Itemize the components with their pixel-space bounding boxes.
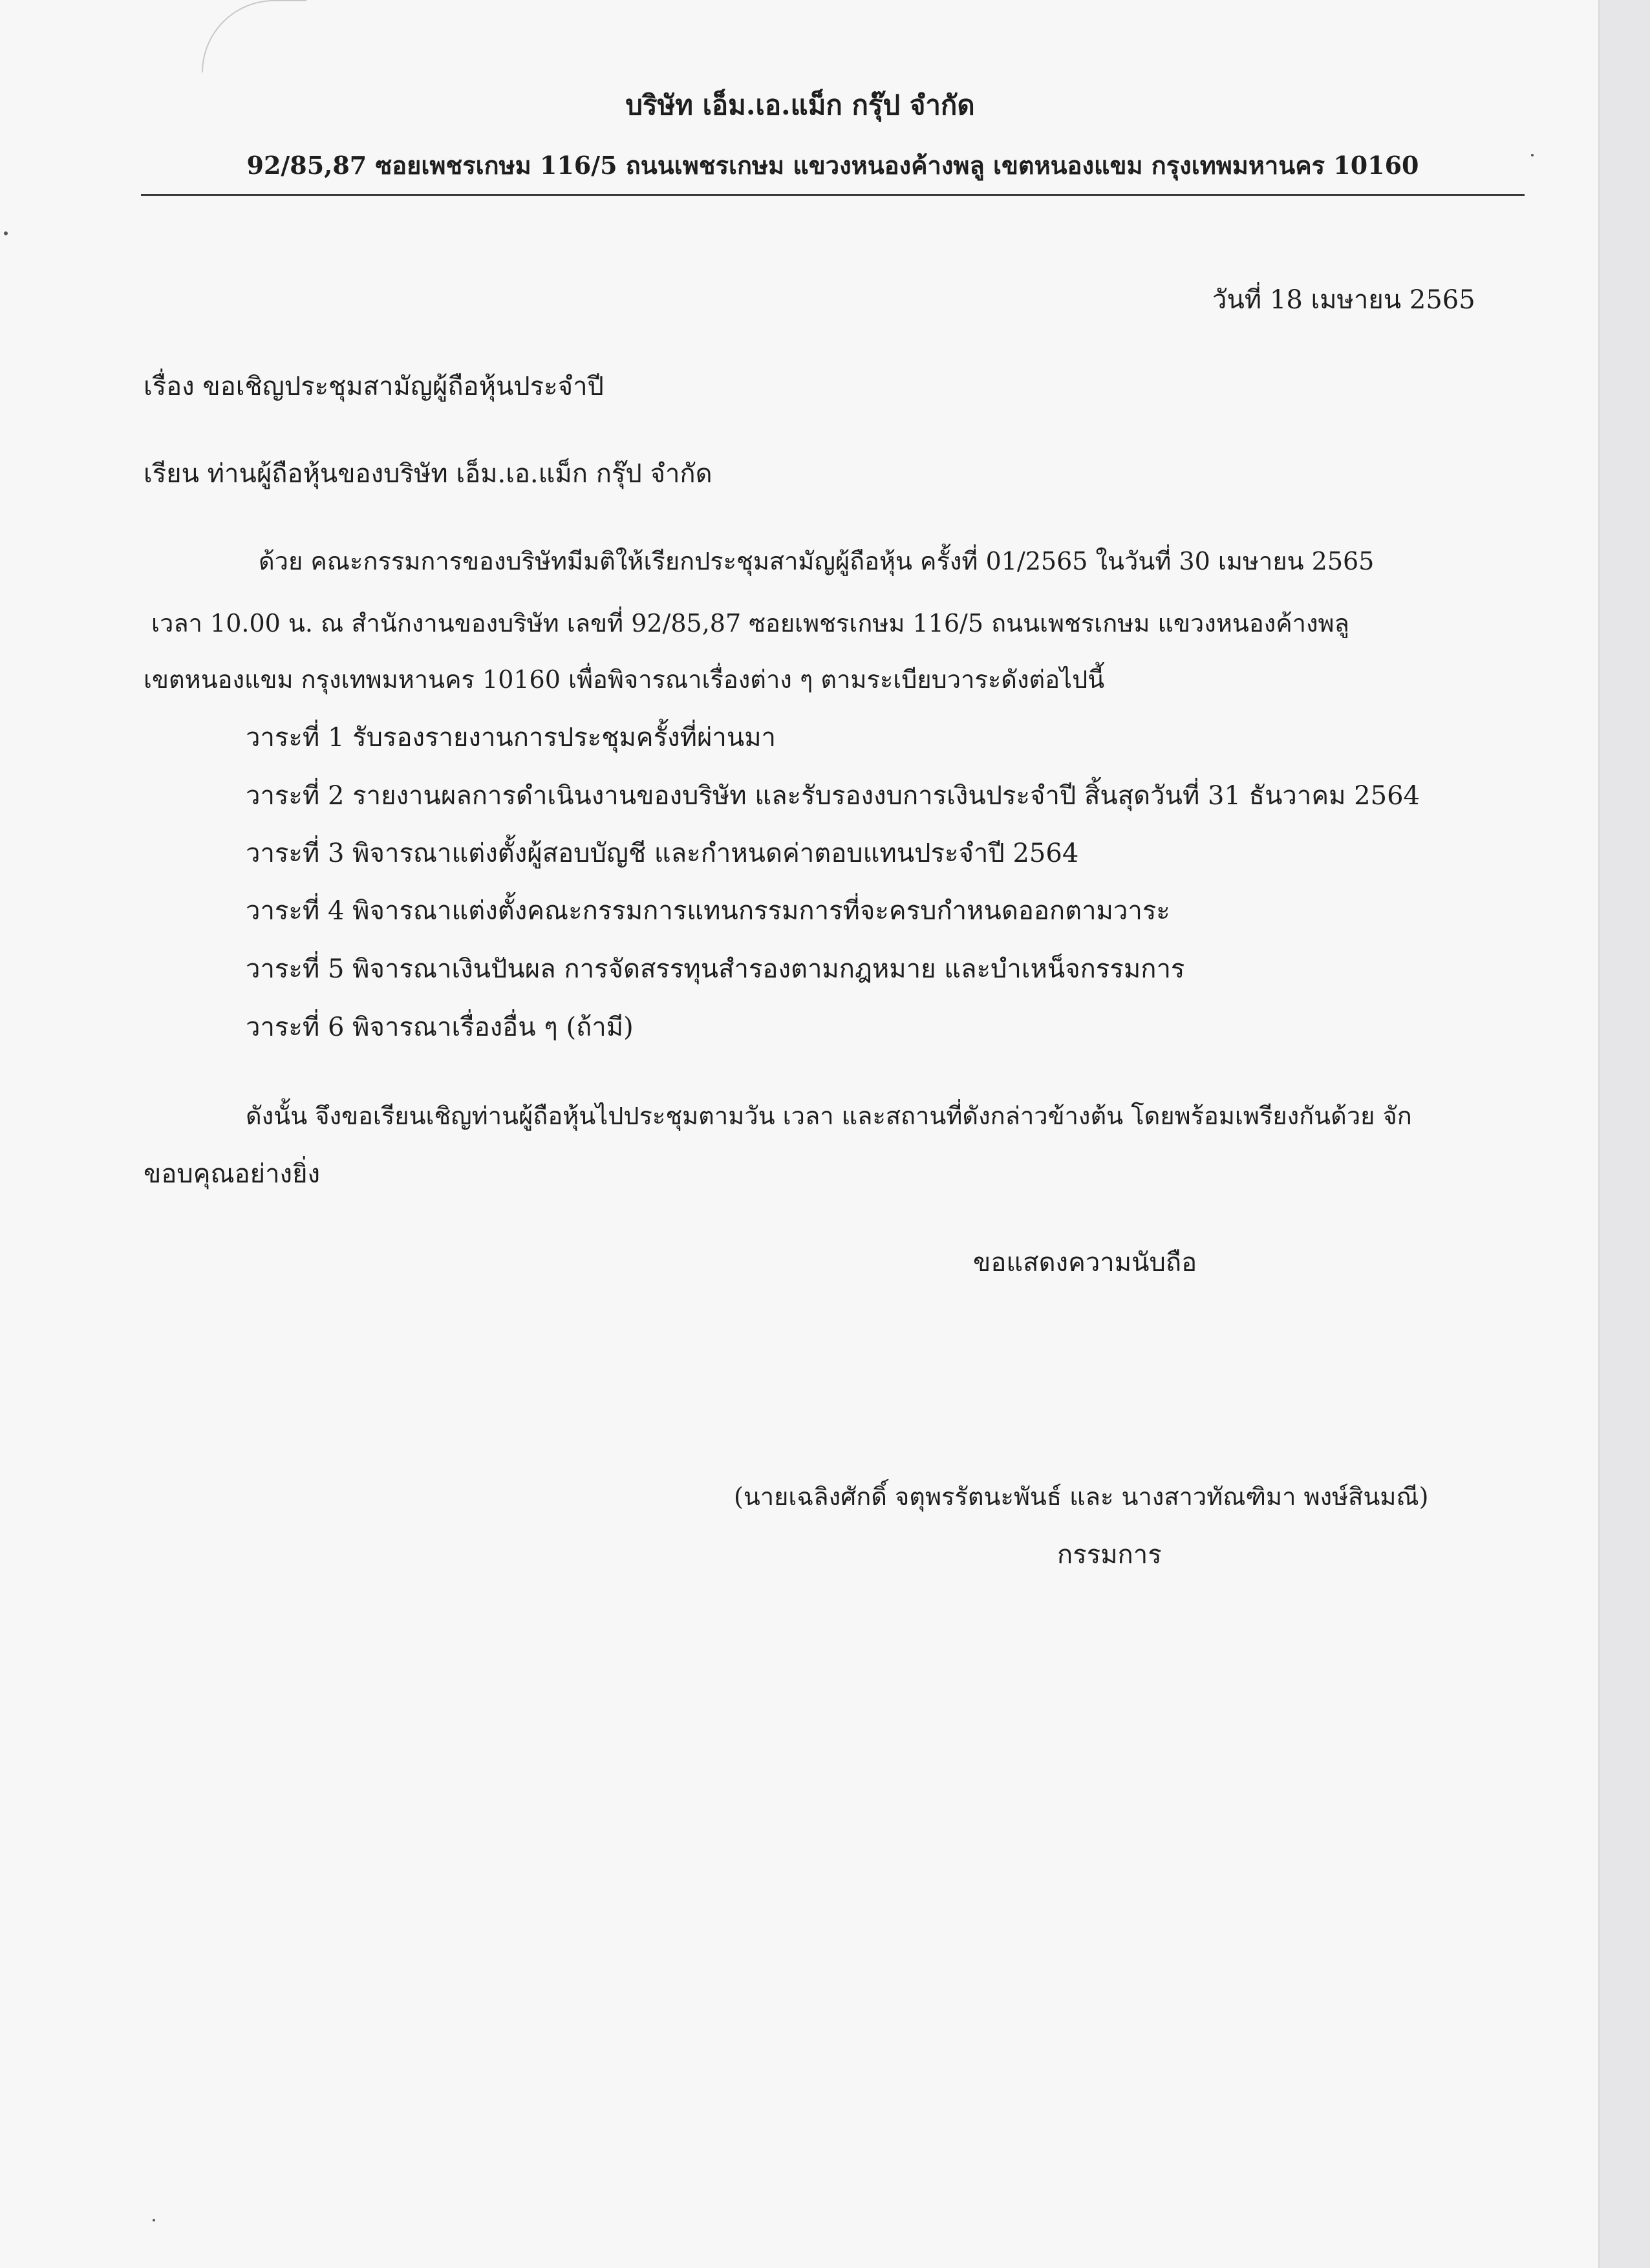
- letter-date: วันที่ 18 เมษายน 2565: [1212, 285, 1475, 315]
- complimentary-close: ขอแสดงความนับถือ: [973, 1248, 1197, 1278]
- scan-speck: [4, 231, 8, 235]
- company-address: 92/85,87 ซอยเพชรเกษม 116/5 ถนนเพชรเกษม แขวงหนองค้างพลู เขตหนองแขม กรุงเทพมหานคร 10160: [246, 151, 1419, 180]
- agenda-item-6: วาระที่ 6 พิจารณาเรื่องอื่น ๆ (ถ้ามี): [246, 1012, 634, 1042]
- body-paragraph-line-1: ด้วย คณะกรรมการของบริษัทมีมติให้เรียกประชุมสามัญผู้ถือหุ้น ครั้งที่ 01/2565 ในวันที่ 30 เมษายน 2565: [259, 547, 1375, 575]
- scan-background-edge: [1600, 0, 1650, 2268]
- agenda-item-1: วาระที่ 1 รับรองรายงานการประชุมครั้งที่ผ่านมา: [246, 723, 777, 753]
- body-paragraph-line-3: เขตหนองแขม กรุงเทพมหานคร 10160 เพื่อพิจารณาเรื่องต่าง ๆ ตามระเบียบวาระดังต่อไปนี้: [144, 665, 1105, 694]
- letterhead-divider: [141, 194, 1525, 196]
- closing-paragraph-line-1: ดังนั้น จึงขอเรียนเชิญท่านผู้ถือหุ้นไปประชุมตามวัน เวลา และสถานที่ดังกล่าวข้างต้น โดยพร้อมเพรียงกันด้วย จัก: [246, 1102, 1412, 1130]
- letter-subject: เรื่อง ขอเชิญประชุมสามัญผู้ถือหุ้นประจำปี: [144, 372, 604, 401]
- signatory-names: (นายเฉลิงศักดิ์ จตุพรรัตนะพันธ์ และ นางสาวทัณฑิมา พงษ์สินมณี): [734, 1482, 1429, 1511]
- scan-speck: [1531, 154, 1534, 156]
- paper-scratch-mark: [202, 0, 306, 72]
- agenda-item-4: วาระที่ 4 พิจารณาแต่งตั้งคณะกรรมการแทนกรรมการที่จะครบกำหนดออกตามวาระ: [246, 896, 1170, 926]
- agenda-item-5: วาระที่ 5 พิจารณาเงินปันผล การจัดสรรทุนสำรองตามกฎหมาย และบำเหน็จกรรมการ: [246, 954, 1185, 984]
- scan-speck: [153, 2219, 155, 2221]
- agenda-item-3: วาระที่ 3 พิจารณาแต่งตั้งผู้สอบบัญชี และกำหนดค่าตอบแทนประจำปี 2564: [246, 839, 1079, 868]
- agenda-item-2: วาระที่ 2 รายงานผลการดำเนินงานของบริษัท และรับรองงบการเงินประจำปี สิ้นสุดวันที่ 31 ธันวาคม 2564: [246, 781, 1420, 811]
- paper-edge-shadow: [1598, 0, 1600, 2268]
- letter-salutation: เรียน ท่านผู้ถือหุ้นของบริษัท เอ็ม.เอ.แม็ก กรุ๊ป จำกัด: [144, 459, 712, 489]
- body-paragraph-line-2: เวลา 10.00 น. ณ สำนักงานของบริษัท เลขที่ 92/85,87 ซอยเพชรเกษม 116/5 ถนนเพชรเกษม แขวงหนองค้างพลู: [151, 609, 1349, 637]
- closing-paragraph-line-2: ขอบคุณอย่างยิ่ง: [144, 1159, 321, 1189]
- signatory-title: กรรมการ: [1057, 1540, 1162, 1570]
- company-name: บริษัท เอ็ม.เอ.แม็ก กรุ๊ป จำกัด: [625, 89, 975, 121]
